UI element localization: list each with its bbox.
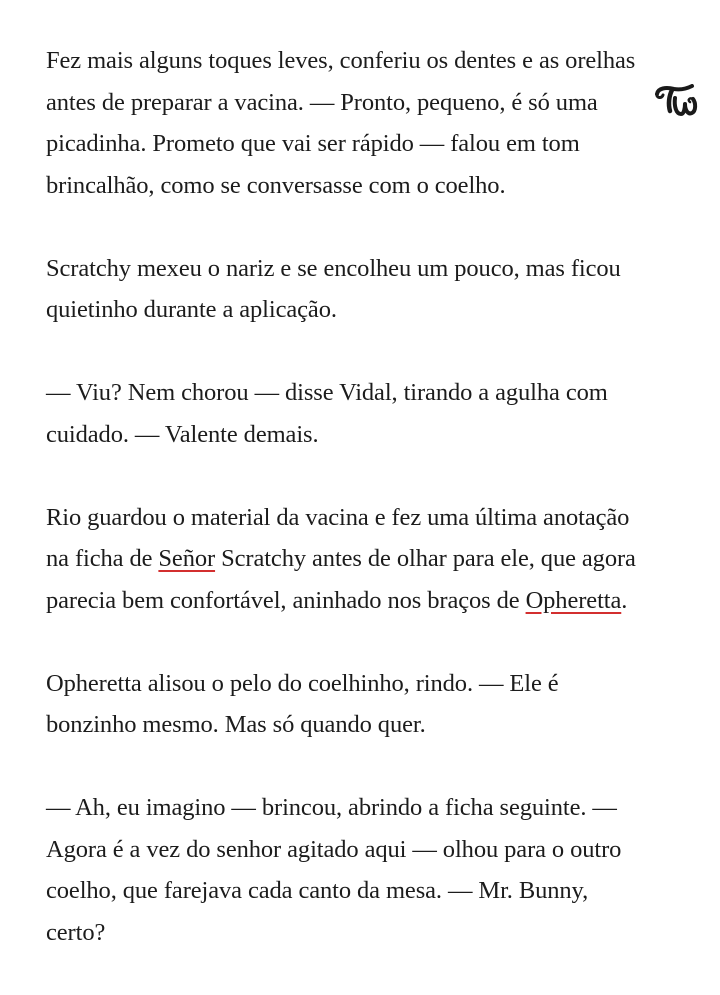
text-fragment: . — [621, 586, 628, 614]
text-line: cuidado. — Valente demais. — [46, 420, 319, 448]
text-fragment: Scratchy antes de olhar para ele, que agora — [215, 545, 636, 572]
text-line: — Ah, eu imagino — brincou, abrindo a ficha seguinte. — — [46, 794, 617, 821]
text-line: antes de preparar a vacina. — Pronto, pequeno, é só uma — [46, 88, 598, 116]
text-line: Opheretta alisou o pelo do coelhinho, rindo. — Ele é — [46, 669, 559, 697]
text-line — [46, 580, 686, 622]
misspelled-word-opheretta[interactable]: Opheretta — [525, 586, 622, 614]
paragraph-6 — [46, 787, 686, 953]
paragraph-4 — [46, 497, 686, 622]
text-line: quietinho durante a aplicação. — [46, 296, 337, 323]
paragraph-1 — [46, 40, 686, 206]
paragraph-5 — [46, 663, 686, 746]
paragraph-2 — [46, 248, 686, 331]
text-line: bonzinho mesmo. Mas só quando quer. — [46, 711, 426, 738]
misspelled-word-senor[interactable]: Señor — [158, 545, 216, 572]
text-line: Rio guardou o material da vacina e fez uma última anotação — [46, 503, 630, 531]
stylized-tw-logo-icon — [654, 84, 698, 120]
text-line — [46, 538, 686, 580]
text-line: Scratchy mexeu o nariz e se encolheu um pouco, mas ficou — [46, 254, 621, 282]
text-line: — Viu? Nem chorou — disse Vidal, tirando a agulha com — [46, 379, 608, 406]
text-line: Fez mais alguns toques leves, conferiu os dentes e as orelhas — [46, 47, 636, 74]
text-line: Agora é a vez do senhor agitado aqui — olhou para o outro — [46, 835, 622, 863]
text-line: coelho, que farejava cada canto da mesa. — Mr. Bunny, — [46, 877, 589, 904]
document-body — [46, 40, 686, 995]
text-fragment: parecia bem confortável, aninhado nos braços de — [46, 586, 526, 614]
paragraph-3 — [46, 372, 686, 455]
text-line: brincalhão, como se conversasse com o coelho. — [46, 171, 506, 199]
text-fragment: na ficha de — [46, 545, 159, 572]
text-line: picadinha. Prometo que vai ser rápido — falou em tom — [46, 130, 580, 157]
text-line: certo? — [46, 918, 106, 946]
